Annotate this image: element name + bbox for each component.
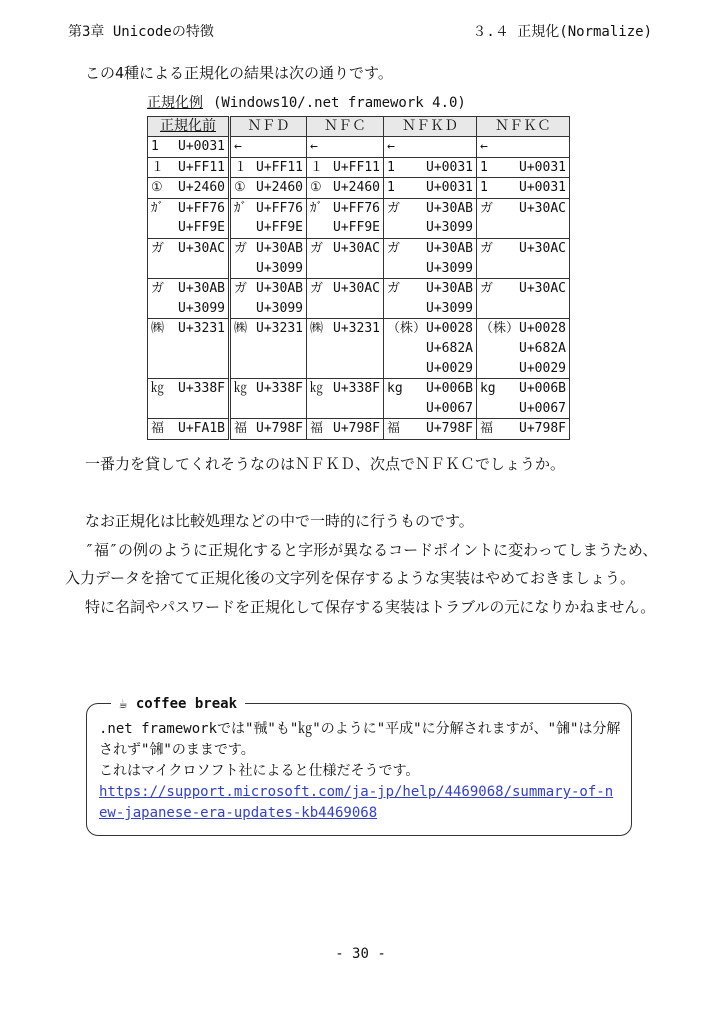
table-cell	[307, 198, 384, 238]
coffee-break-line: .net frameworkでは"㍻"も"㎏"のように"平成"に分解されますが、"㋿"は分解されず"㋿"のままです。	[99, 721, 621, 758]
body-text	[65, 450, 659, 621]
column-header: ＮＦＫＤ	[384, 117, 477, 137]
table-title-note: (Windows10/.net framework 4.0)	[213, 95, 466, 111]
cell-codepoint: U+0031	[178, 139, 225, 154]
table-cell	[384, 279, 477, 319]
table-cell	[384, 379, 477, 419]
cell-codepoint: U+0028	[519, 321, 566, 337]
cell-char: （株）	[387, 321, 427, 337]
cell-char: kg	[479, 381, 496, 397]
note-paragraph-1: なお正規化は比較処理などの中で一時的に行うものです。	[85, 512, 474, 530]
cell-codepoint: U+3231	[178, 321, 225, 337]
table-cell	[230, 379, 307, 419]
cell-codepoint: U+2460	[333, 180, 380, 196]
table-cell	[230, 279, 307, 319]
table-title	[147, 92, 570, 114]
cell-char: ㈱	[151, 321, 165, 337]
cell-char: ｶﾞ	[151, 200, 164, 216]
cell-char: ガ	[310, 240, 324, 256]
cell-char: ←	[387, 139, 395, 154]
chapter-header: 第3章 Unicodeの特徴	[68, 24, 214, 40]
cell-codepoint: U+0031	[519, 159, 566, 175]
table-cell	[230, 157, 307, 178]
cell-codepoint: U+30AC	[333, 281, 380, 297]
table-cell	[384, 319, 477, 379]
cell-codepoint: U+FF76	[333, 200, 380, 216]
table-cell	[476, 319, 569, 379]
support-link[interactable]: https://support.microsoft.com/ja-jp/help/4469068/summary-of-new-japanese-era-updates-kb4469068	[99, 784, 614, 821]
cell-codepoint: U+FF9E	[256, 220, 303, 236]
cell-codepoint: U+0031	[519, 180, 566, 196]
table-cell	[148, 137, 230, 158]
cell-char: １	[151, 159, 165, 175]
cell-char: ←	[479, 139, 488, 154]
cell-codepoint: U+30AC	[178, 240, 225, 256]
cell-codepoint: U+FF11	[178, 159, 225, 175]
table-cell	[148, 279, 230, 319]
table-cell	[384, 238, 477, 278]
cell-codepoint: U+2460	[178, 180, 225, 196]
table-head	[148, 117, 570, 137]
cell-char: （株）	[479, 321, 519, 337]
table-body	[148, 137, 570, 440]
cell-char: ｶﾞ	[234, 200, 247, 216]
cell-codepoint: U+3099	[178, 300, 225, 316]
table-row	[148, 279, 570, 319]
cell-char: ｶﾞ	[310, 200, 323, 216]
cell-char: ←	[234, 139, 242, 154]
cell-codepoint: U+FF11	[333, 159, 380, 175]
cell-codepoint: U+0031	[426, 180, 473, 196]
coffee-break-line: これはマイクロソフト社によると仕様だそうです。	[99, 763, 420, 779]
page-number: - 30 -	[335, 946, 386, 962]
table-cell	[476, 178, 569, 199]
cell-codepoint: U+682A	[519, 340, 566, 356]
cell-codepoint: U+0028	[426, 321, 473, 337]
cell-char: 福	[234, 421, 248, 437]
cell-codepoint: U+0031	[426, 159, 473, 175]
cell-codepoint: U+FF76	[256, 200, 303, 216]
cell-char: 福	[387, 421, 401, 437]
cell-char: ①	[151, 180, 163, 196]
conclusion-paragraph: 一番力を貸してくれそうなのはＮＦＫＤ、次点でＮＦＫＣでしょうか。	[85, 455, 566, 473]
column-header: ＮＦＫＣ	[476, 117, 569, 137]
table-cell	[148, 198, 230, 238]
table-cell	[307, 319, 384, 379]
table-cell	[148, 238, 230, 278]
table-cell	[230, 319, 307, 379]
table-cell	[230, 178, 307, 199]
cell-codepoint: U+FF9E	[178, 220, 225, 236]
cell-codepoint: U+006B	[519, 381, 566, 397]
cell-codepoint: U+682A	[426, 340, 473, 356]
coffee-cup-icon: ☕	[119, 696, 128, 712]
table-cell	[307, 178, 384, 199]
cell-codepoint: U+FF11	[256, 159, 303, 175]
table-cell	[476, 198, 569, 238]
cell-char: ←	[310, 139, 318, 154]
table-row	[148, 178, 570, 199]
cell-codepoint: U+798F	[256, 421, 303, 437]
normalization-table-block	[147, 92, 570, 440]
table-cell	[307, 137, 384, 158]
table-cell	[384, 178, 477, 199]
table-cell	[384, 157, 477, 178]
table-row	[148, 319, 570, 379]
cell-codepoint: U+798F	[333, 421, 380, 437]
cell-codepoint: U+0067	[519, 400, 566, 416]
cell-char: １	[310, 159, 324, 175]
cell-codepoint: U+0029	[426, 360, 473, 376]
cell-codepoint: U+3231	[333, 321, 380, 337]
cell-char: ㎏	[234, 381, 248, 397]
table-cell	[230, 419, 307, 440]
cell-char: 1	[479, 180, 488, 196]
cell-codepoint: U+30AC	[519, 240, 566, 256]
coffee-break-title-label: coffee break	[135, 696, 238, 712]
note-paragraph-3: 特に名詞やパスワードを正規化して保存する実装はトラブルの元になりかねません。	[85, 597, 656, 616]
table-cell	[148, 157, 230, 178]
cell-codepoint: U+338F	[256, 381, 303, 397]
cell-codepoint: U+30AC	[519, 200, 566, 216]
cell-char: 1	[387, 180, 395, 196]
table-row	[148, 198, 570, 238]
table-cell	[148, 379, 230, 419]
cell-codepoint: U+0067	[426, 400, 473, 416]
cell-char: 1	[151, 139, 159, 154]
cell-char: ガ	[387, 200, 401, 216]
cell-codepoint: U+30AB	[426, 200, 473, 216]
table-cell	[476, 419, 569, 440]
cell-codepoint: U+3099	[256, 300, 303, 316]
cell-codepoint: U+FF76	[178, 200, 225, 216]
table-cell	[307, 238, 384, 278]
cell-char: ガ	[479, 200, 493, 216]
table-cell	[230, 137, 307, 158]
cell-char: 福	[479, 421, 493, 437]
cell-char: ㎏	[310, 381, 324, 397]
table-cell	[230, 198, 307, 238]
column-header: 正規化前	[148, 117, 230, 137]
column-header: ＮＦＣ	[307, 117, 384, 137]
cell-codepoint: U+30AB	[426, 240, 473, 256]
cell-codepoint: U+30AC	[519, 281, 566, 297]
table-row	[148, 379, 570, 419]
cell-char: １	[234, 159, 248, 175]
cell-codepoint: U+30AB	[256, 240, 303, 256]
cell-char: ガ	[151, 240, 165, 256]
cell-char: ㎏	[151, 381, 165, 397]
header-row	[148, 117, 570, 137]
cell-codepoint: U+30AC	[333, 240, 380, 256]
cell-char: 福	[310, 421, 324, 437]
table-title-label: 正規化例	[147, 95, 203, 111]
table-cell	[307, 157, 384, 178]
table-cell	[384, 198, 477, 238]
cell-char: ㈱	[310, 321, 324, 337]
coffee-break-box	[86, 696, 632, 836]
cell-codepoint: U+30AB	[426, 281, 473, 297]
cell-codepoint: U+3231	[256, 321, 303, 337]
cell-codepoint: U+2460	[256, 180, 303, 196]
section-header: ３.４ 正規化(Normalize)	[472, 24, 652, 40]
column-header: ＮＦＤ	[230, 117, 307, 137]
cell-codepoint: U+30AB	[256, 281, 303, 297]
cell-codepoint: U+3099	[426, 260, 473, 276]
cell-char: ㈱	[234, 321, 248, 337]
cell-char: 1	[479, 159, 488, 175]
cell-char: ガ	[234, 240, 248, 256]
cell-codepoint: U+798F	[426, 421, 473, 437]
cell-char: ガ	[479, 240, 493, 256]
table-row	[148, 157, 570, 178]
coffee-break-title	[111, 694, 245, 714]
cell-char: ガ	[479, 281, 493, 297]
table-cell	[476, 238, 569, 278]
table-cell	[148, 178, 230, 199]
cell-codepoint: U+338F	[178, 381, 225, 397]
table-cell	[148, 319, 230, 379]
cell-char: 福	[151, 421, 165, 437]
cell-char: ガ	[234, 281, 248, 297]
normalization-table	[147, 116, 570, 440]
cell-char: ①	[310, 180, 322, 196]
cell-codepoint: U+0029	[519, 360, 566, 376]
cell-char: ガ	[151, 281, 165, 297]
cell-codepoint: U+3099	[426, 300, 473, 316]
table-row	[148, 419, 570, 440]
page-header	[68, 24, 652, 40]
table-row	[148, 238, 570, 278]
cell-char: ガ	[387, 240, 401, 256]
cell-codepoint: U+3099	[256, 260, 303, 276]
table-cell	[148, 419, 230, 440]
table-cell	[476, 137, 569, 158]
table-cell	[307, 379, 384, 419]
table-cell	[384, 137, 477, 158]
table-cell	[476, 279, 569, 319]
table-cell	[476, 157, 569, 178]
table-cell	[307, 279, 384, 319]
table-cell	[230, 238, 307, 278]
cell-char: ①	[234, 180, 246, 196]
table-cell	[476, 379, 569, 419]
table-cell	[384, 419, 477, 440]
cell-codepoint: U+FF9E	[333, 220, 380, 236]
cell-codepoint: U+798F	[519, 421, 566, 437]
cell-codepoint: U+3099	[426, 220, 473, 236]
table-cell	[307, 419, 384, 440]
cell-char: 1	[387, 159, 395, 175]
table-row	[148, 137, 570, 158]
intro-paragraph: この4種による正規化の結果は次の通りです。	[85, 64, 393, 82]
cell-codepoint: U+FA1B	[178, 421, 225, 437]
cell-char: ガ	[387, 281, 401, 297]
cell-char: kg	[387, 381, 403, 397]
cell-codepoint: U+338F	[333, 381, 380, 397]
cell-codepoint: U+006B	[426, 381, 473, 397]
cell-char: ガ	[310, 281, 324, 297]
note-paragraph-2: ″福″の例のように正規化すると字形が異なるコードポイントに変わってしまうため、入力データを捨てて正規化後の文字列を保存するような実装はやめておきましょう。	[65, 540, 658, 587]
cell-codepoint: U+30AB	[178, 281, 225, 297]
